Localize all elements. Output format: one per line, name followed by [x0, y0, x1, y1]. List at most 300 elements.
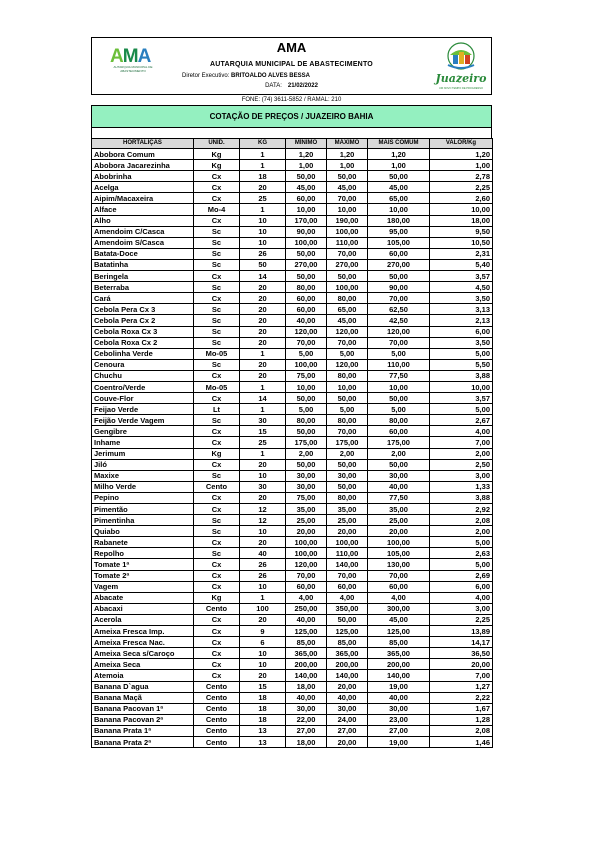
item-unit: Cx — [194, 271, 240, 282]
item-common: 45,00 — [368, 182, 430, 193]
item-common: 10,00 — [368, 381, 430, 392]
item-common: 30,00 — [368, 703, 430, 714]
item-min: 100,00 — [286, 548, 327, 559]
table-row — [92, 515, 493, 526]
item-min: 20,00 — [286, 526, 327, 537]
item-name: Cebola Pera Cx 3 — [92, 304, 194, 315]
table-row — [92, 337, 493, 348]
item-price-per-kg: 1,28 — [430, 714, 493, 725]
item-price-per-kg: 2,13 — [430, 315, 493, 326]
table-row — [92, 304, 493, 315]
blank-row — [91, 128, 492, 138]
item-common: 120,00 — [368, 326, 430, 337]
item-common: 50,00 — [368, 171, 430, 182]
item-unit: Sc — [194, 470, 240, 481]
item-min: 270,00 — [286, 259, 327, 270]
item-name: Banana Prata 2ª — [92, 736, 194, 747]
table-row — [92, 437, 493, 448]
item-common: 175,00 — [368, 437, 430, 448]
item-price-per-kg: 3,00 — [430, 470, 493, 481]
item-price-per-kg: 1,20 — [430, 149, 493, 160]
item-min: 1,20 — [286, 149, 327, 160]
item-kg: 20 — [240, 337, 286, 348]
item-price-per-kg: 3,50 — [430, 337, 493, 348]
item-max: 125,00 — [327, 626, 368, 637]
item-price-per-kg: 4,00 — [430, 426, 493, 437]
item-price-per-kg: 1,00 — [430, 160, 493, 171]
item-common: 35,00 — [368, 504, 430, 515]
item-price-per-kg: 1,27 — [430, 681, 493, 692]
item-name: Inhame — [92, 437, 194, 448]
table-row — [92, 160, 493, 171]
item-common: 42,50 — [368, 315, 430, 326]
col-header-minimo: MÍNIMO — [286, 139, 327, 149]
item-name: Pimentinha — [92, 515, 194, 526]
item-unit: Cx — [194, 504, 240, 515]
item-price-per-kg: 2,60 — [430, 193, 493, 204]
item-unit: Cento — [194, 681, 240, 692]
item-kg: 18 — [240, 692, 286, 703]
item-min: 60,00 — [286, 304, 327, 315]
item-unit: Cento — [194, 692, 240, 703]
item-kg: 14 — [240, 271, 286, 282]
item-name: Cebolinha Verde — [92, 348, 194, 359]
item-max: 27,00 — [327, 725, 368, 736]
item-min: 120,00 — [286, 326, 327, 337]
item-common: 23,00 — [368, 714, 430, 725]
item-common: 50,00 — [368, 271, 430, 282]
col-header-maximo: MÁXIMO — [327, 139, 368, 149]
item-kg: 15 — [240, 426, 286, 437]
item-common: 60,00 — [368, 248, 430, 259]
item-kg: 20 — [240, 359, 286, 370]
item-min: 2,00 — [286, 448, 327, 459]
col-header-kg: KG — [240, 139, 286, 149]
item-name: Milho Verde — [92, 481, 194, 492]
table-row — [92, 259, 493, 270]
item-unit: Cx — [194, 193, 240, 204]
item-kg: 10 — [240, 648, 286, 659]
item-min: 85,00 — [286, 637, 327, 648]
item-name: Ameixa Seca s/Caroço — [92, 648, 194, 659]
item-common: 4,00 — [368, 592, 430, 603]
item-kg: 1 — [240, 448, 286, 459]
item-unit: Cx — [194, 648, 240, 659]
item-unit: Cento — [194, 714, 240, 725]
item-price-per-kg: 1,33 — [430, 481, 493, 492]
item-min: 30,00 — [286, 481, 327, 492]
item-min: 70,00 — [286, 337, 327, 348]
item-kg: 50 — [240, 259, 286, 270]
item-price-per-kg: 5,00 — [430, 404, 493, 415]
item-min: 60,00 — [286, 293, 327, 304]
table-row — [92, 215, 493, 226]
item-min: 40,00 — [286, 614, 327, 625]
item-max: 80,00 — [327, 370, 368, 381]
item-common: 50,00 — [368, 393, 430, 404]
item-min: 365,00 — [286, 648, 327, 659]
item-common: 180,00 — [368, 215, 430, 226]
item-price-per-kg: 1,67 — [430, 703, 493, 714]
table-row — [92, 448, 493, 459]
item-kg: 15 — [240, 681, 286, 692]
item-max: 200,00 — [327, 659, 368, 670]
table-row — [92, 614, 493, 625]
item-max: 190,00 — [327, 215, 368, 226]
item-common: 80,00 — [368, 415, 430, 426]
item-kg: 10 — [240, 470, 286, 481]
item-kg: 9 — [240, 626, 286, 637]
item-unit: Sc — [194, 359, 240, 370]
item-kg: 10 — [240, 237, 286, 248]
item-price-per-kg: 14,17 — [430, 637, 493, 648]
item-kg: 25 — [240, 193, 286, 204]
item-max: 140,00 — [327, 670, 368, 681]
item-unit: Cx — [194, 370, 240, 381]
item-common: 45,00 — [368, 614, 430, 625]
item-kg: 26 — [240, 248, 286, 259]
item-unit: Cx — [194, 670, 240, 681]
item-max: 140,00 — [327, 559, 368, 570]
item-kg: 12 — [240, 504, 286, 515]
item-kg: 20 — [240, 614, 286, 625]
item-max: 10,00 — [327, 381, 368, 392]
item-name: Feijão Verde Vagem — [92, 415, 194, 426]
item-unit: Sc — [194, 282, 240, 293]
item-unit: Sc — [194, 237, 240, 248]
item-price-per-kg: 2,08 — [430, 515, 493, 526]
item-min: 5,00 — [286, 348, 327, 359]
item-max: 25,00 — [327, 515, 368, 526]
table-row — [92, 204, 493, 215]
item-name: Feijao Verde — [92, 404, 194, 415]
item-name: Abobora Jacarezinha — [92, 160, 194, 171]
item-name: Couve-Flor — [92, 393, 194, 404]
table-row — [92, 637, 493, 648]
item-unit: Sc — [194, 304, 240, 315]
item-common: 62,50 — [368, 304, 430, 315]
item-kg: 1 — [240, 348, 286, 359]
item-min: 90,00 — [286, 226, 327, 237]
item-unit: Cx — [194, 570, 240, 581]
item-kg: 18 — [240, 171, 286, 182]
item-name: Coentro/Verde — [92, 381, 194, 392]
item-name: Beterraba — [92, 282, 194, 293]
item-price-per-kg: 5,50 — [430, 359, 493, 370]
item-min: 45,00 — [286, 182, 327, 193]
item-common: 40,00 — [368, 481, 430, 492]
item-max: 60,00 — [327, 581, 368, 592]
item-max: 100,00 — [327, 226, 368, 237]
item-price-per-kg: 3,57 — [430, 393, 493, 404]
table-row — [92, 736, 493, 747]
item-name: Cebola Roxa Cx 2 — [92, 337, 194, 348]
item-price-per-kg: 2,08 — [430, 725, 493, 736]
col-header-hortalicas: HORTALIÇAS — [92, 139, 194, 149]
item-common: 27,00 — [368, 725, 430, 736]
item-max: 70,00 — [327, 337, 368, 348]
item-min: 4,00 — [286, 592, 327, 603]
item-common: 140,00 — [368, 670, 430, 681]
item-min: 50,00 — [286, 393, 327, 404]
item-common: 60,00 — [368, 581, 430, 592]
item-min: 75,00 — [286, 492, 327, 503]
item-min: 22,00 — [286, 714, 327, 725]
item-unit: Mo-4 — [194, 204, 240, 215]
table-row — [92, 415, 493, 426]
item-unit: Sc — [194, 548, 240, 559]
item-price-per-kg: 2,50 — [430, 459, 493, 470]
price-table — [91, 138, 493, 748]
item-unit: Sc — [194, 259, 240, 270]
item-common: 1,20 — [368, 149, 430, 160]
item-min: 40,00 — [286, 315, 327, 326]
table-row — [92, 248, 493, 259]
item-common: 105,00 — [368, 237, 430, 248]
item-name: Banana Prata 1ª — [92, 725, 194, 736]
item-price-per-kg: 2,25 — [430, 182, 493, 193]
item-unit: Sc — [194, 326, 240, 337]
item-common: 77,50 — [368, 492, 430, 503]
item-kg: 13 — [240, 725, 286, 736]
table-row — [92, 293, 493, 304]
item-common: 105,00 — [368, 548, 430, 559]
item-kg: 30 — [240, 415, 286, 426]
table-row — [92, 670, 493, 681]
item-unit: Cx — [194, 215, 240, 226]
item-name: Jiló — [92, 459, 194, 470]
item-price-per-kg: 2,00 — [430, 526, 493, 537]
item-min: 50,00 — [286, 271, 327, 282]
item-kg: 14 — [240, 393, 286, 404]
item-common: 19,00 — [368, 681, 430, 692]
item-max: 50,00 — [327, 614, 368, 625]
item-common: 110,00 — [368, 359, 430, 370]
director-label: Diretor Executivo: — [182, 73, 230, 79]
item-kg: 6 — [240, 637, 286, 648]
table-row — [92, 703, 493, 714]
svg-text:UM NOVO TEMPO DE PROGRESSO: UM NOVO TEMPO DE PROGRESSO — [438, 87, 484, 90]
item-unit: Lt — [194, 404, 240, 415]
item-max: 120,00 — [327, 326, 368, 337]
item-kg: 30 — [240, 481, 286, 492]
item-name: Batatinha — [92, 259, 194, 270]
item-unit: Cx — [194, 614, 240, 625]
item-unit: Cx — [194, 426, 240, 437]
item-max: 20,00 — [327, 736, 368, 747]
item-name: Pimentão — [92, 504, 194, 515]
item-common: 200,00 — [368, 659, 430, 670]
table-row — [92, 348, 493, 359]
item-min: 120,00 — [286, 559, 327, 570]
item-max: 1,20 — [327, 149, 368, 160]
item-common: 70,00 — [368, 337, 430, 348]
table-row — [92, 426, 493, 437]
item-unit: Cx — [194, 293, 240, 304]
col-header-valor-kg: VALOR/Kg — [430, 139, 493, 149]
item-kg: 18 — [240, 714, 286, 725]
item-min: 80,00 — [286, 415, 327, 426]
item-min: 18,00 — [286, 681, 327, 692]
item-unit: Cento — [194, 481, 240, 492]
item-unit: Cx — [194, 537, 240, 548]
item-unit: Kg — [194, 149, 240, 160]
item-price-per-kg: 3,00 — [430, 603, 493, 614]
item-price-per-kg: 7,00 — [430, 670, 493, 681]
item-unit: Sc — [194, 415, 240, 426]
item-common: 70,00 — [368, 293, 430, 304]
item-common: 19,00 — [368, 736, 430, 747]
item-max: 50,00 — [327, 271, 368, 282]
item-common: 95,00 — [368, 226, 430, 237]
svg-text:Juazeiro: Juazeiro — [435, 72, 487, 85]
item-common: 30,00 — [368, 470, 430, 481]
item-unit: Cx — [194, 492, 240, 503]
item-price-per-kg: 10,00 — [430, 381, 493, 392]
item-kg: 10 — [240, 581, 286, 592]
item-price-per-kg: 7,00 — [430, 437, 493, 448]
item-max: 40,00 — [327, 692, 368, 703]
item-max: 1,00 — [327, 160, 368, 171]
item-min: 10,00 — [286, 204, 327, 215]
item-max: 10,00 — [327, 204, 368, 215]
item-name: Banana Pacovan 1ª — [92, 703, 194, 714]
item-min: 100,00 — [286, 237, 327, 248]
item-name: Abobrinha — [92, 171, 194, 182]
item-name: Banana Pacovan 2ª — [92, 714, 194, 725]
item-price-per-kg: 10,00 — [430, 204, 493, 215]
item-max: 110,00 — [327, 237, 368, 248]
item-name: Acelga — [92, 182, 194, 193]
table-row — [92, 226, 493, 237]
item-name: Tomate 2ª — [92, 570, 194, 581]
item-common: 40,00 — [368, 692, 430, 703]
director-line — [182, 73, 310, 79]
item-price-per-kg: 2,25 — [430, 614, 493, 625]
item-max: 120,00 — [327, 359, 368, 370]
item-min: 60,00 — [286, 581, 327, 592]
item-name: Ameixa Fresca Imp. — [92, 626, 194, 637]
date-label: DATA: — [265, 83, 282, 89]
item-name: Beringela — [92, 271, 194, 282]
item-kg: 13 — [240, 736, 286, 747]
item-kg: 20 — [240, 326, 286, 337]
table-body — [92, 149, 493, 748]
item-max: 50,00 — [327, 459, 368, 470]
item-price-per-kg: 2,67 — [430, 415, 493, 426]
item-common: 70,00 — [368, 570, 430, 581]
item-unit: Sc — [194, 226, 240, 237]
item-min: 100,00 — [286, 537, 327, 548]
table-row — [92, 193, 493, 204]
item-name: Alho — [92, 215, 194, 226]
date-value: 21/02/2022 — [287, 83, 318, 89]
item-min: 50,00 — [286, 459, 327, 470]
item-max: 35,00 — [327, 504, 368, 515]
item-unit: Cx — [194, 626, 240, 637]
item-min: 50,00 — [286, 248, 327, 259]
item-min: 50,00 — [286, 426, 327, 437]
item-unit: Cx — [194, 171, 240, 182]
item-name: Banana D`agua — [92, 681, 194, 692]
item-min: 35,00 — [286, 504, 327, 515]
table-row — [92, 692, 493, 703]
phone-line: FONE: (74) 3611-5852 / RAMAL: 210 — [241, 97, 342, 103]
item-min: 170,00 — [286, 215, 327, 226]
item-price-per-kg: 2,22 — [430, 692, 493, 703]
item-kg: 20 — [240, 670, 286, 681]
table-row — [92, 725, 493, 736]
item-unit: Cento — [194, 736, 240, 747]
item-price-per-kg: 2,63 — [430, 548, 493, 559]
item-max: 85,00 — [327, 637, 368, 648]
director-name: BRITOALDO ALVES BESSA — [231, 73, 310, 79]
item-min: 175,00 — [286, 437, 327, 448]
item-min: 27,00 — [286, 725, 327, 736]
item-price-per-kg: 2,31 — [430, 248, 493, 259]
item-price-per-kg: 5,00 — [430, 559, 493, 570]
item-unit: Cx — [194, 393, 240, 404]
item-common: 20,00 — [368, 526, 430, 537]
item-common: 25,00 — [368, 515, 430, 526]
table-row — [92, 481, 493, 492]
item-kg: 12 — [240, 515, 286, 526]
item-max: 100,00 — [327, 282, 368, 293]
item-unit: Cx — [194, 182, 240, 193]
item-common: 10,00 — [368, 204, 430, 215]
item-min: 125,00 — [286, 626, 327, 637]
table-row — [92, 504, 493, 515]
item-price-per-kg: 3,57 — [430, 271, 493, 282]
item-name: Cenoura — [92, 359, 194, 370]
item-name: Abobora Comum — [92, 149, 194, 160]
item-name: Abacaxi — [92, 603, 194, 614]
item-min: 80,00 — [286, 282, 327, 293]
item-min: 25,00 — [286, 515, 327, 526]
item-kg: 1 — [240, 160, 286, 171]
item-common: 130,00 — [368, 559, 430, 570]
item-kg: 20 — [240, 459, 286, 470]
quote-banner: COTAÇÃO DE PREÇOS / JUAZEIRO BAHIA — [91, 105, 492, 128]
item-max: 70,00 — [327, 426, 368, 437]
item-kg: 20 — [240, 304, 286, 315]
table-row — [92, 182, 493, 193]
item-price-per-kg: 3,88 — [430, 370, 493, 381]
table-row — [92, 370, 493, 381]
item-common: 100,00 — [368, 537, 430, 548]
table-row — [92, 459, 493, 470]
table-row — [92, 282, 493, 293]
item-name: Acerola — [92, 614, 194, 625]
item-common: 60,00 — [368, 426, 430, 437]
item-price-per-kg: 5,00 — [430, 537, 493, 548]
item-price-per-kg: 6,00 — [430, 326, 493, 337]
item-unit: Cento — [194, 725, 240, 736]
table-row — [92, 537, 493, 548]
item-price-per-kg: 20,00 — [430, 659, 493, 670]
item-unit: Cento — [194, 703, 240, 714]
item-max: 5,00 — [327, 348, 368, 359]
item-common: 90,00 — [368, 282, 430, 293]
item-common: 85,00 — [368, 637, 430, 648]
item-max: 50,00 — [327, 481, 368, 492]
item-price-per-kg: 1,46 — [430, 736, 493, 747]
item-max: 2,00 — [327, 448, 368, 459]
item-min: 140,00 — [286, 670, 327, 681]
item-price-per-kg: 3,50 — [430, 293, 493, 304]
item-unit: Cx — [194, 637, 240, 648]
item-name: Amendoim C/Casca — [92, 226, 194, 237]
